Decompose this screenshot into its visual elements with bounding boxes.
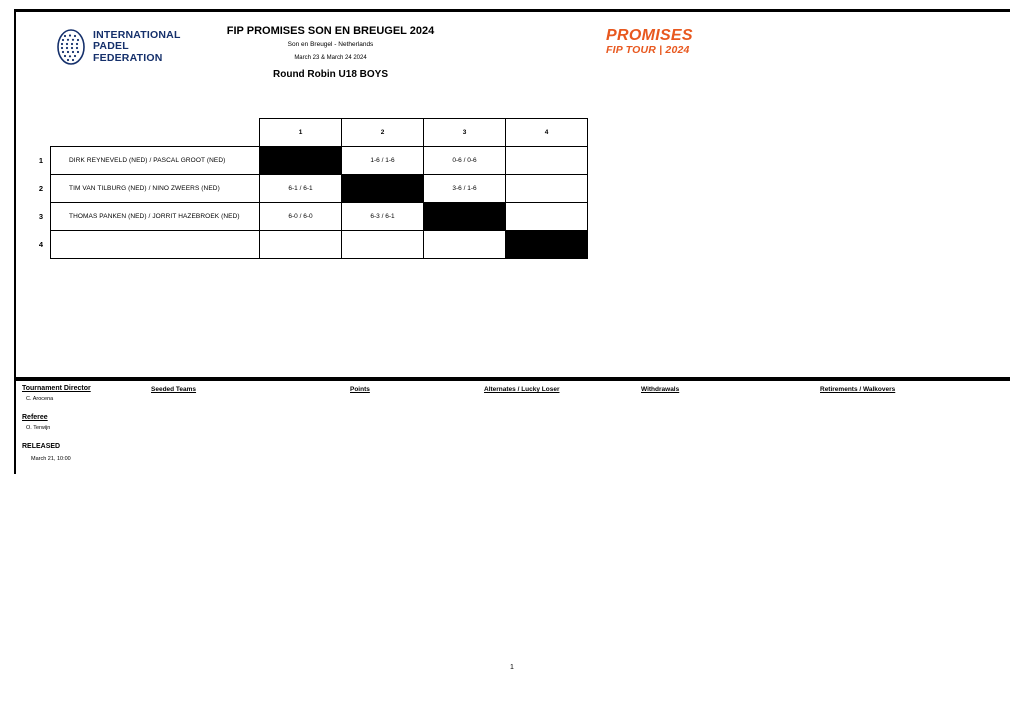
footer (0, 383, 1024, 473)
cell-4-3 (424, 230, 506, 258)
team-name-4 (51, 230, 260, 258)
federation-logo-line-3: FEDERATION (93, 51, 163, 64)
cell-3-3 (424, 202, 506, 230)
page-number: 1 (510, 664, 514, 671)
cell-4-1 (260, 230, 342, 258)
points-label: Points (350, 386, 370, 393)
promises-tour-logo (606, 27, 701, 57)
federation-logo-text (93, 30, 181, 65)
cell-4-4 (506, 230, 588, 258)
seeded-teams-label: Seeded Teams (151, 386, 197, 393)
released-label: RELEASED (22, 443, 61, 450)
alternates-label: Alternates / Lucky Loser (484, 386, 560, 393)
header-spacer-team (51, 119, 260, 147)
round-robin-table (32, 118, 588, 259)
cell-4-2 (342, 230, 424, 258)
event-title: Round Robin U18 BOYS (273, 69, 388, 80)
cell-2-1: 6-1 / 6-1 (260, 174, 342, 202)
table-row (32, 230, 588, 258)
federation-logo-line-1: INTERNATIONAL (93, 28, 181, 41)
retirements-label: Retirements / Walkovers (820, 386, 896, 393)
row-index-1: 1 (38, 155, 44, 165)
cell-1-3: 0-6 / 0-6 (424, 146, 506, 174)
row-index-2: 2 (38, 183, 44, 193)
released-value: March 21, 10:00 (31, 456, 71, 462)
column-header-3: 3 (424, 119, 506, 147)
footer-divider (14, 377, 1010, 381)
team-name-2: TIM VAN TILBURG (NED) / NINO ZWEERS (NED) (51, 174, 260, 202)
federation-logo-line-2: PADEL (93, 40, 129, 53)
title-block (208, 24, 453, 82)
cell-2-2 (342, 174, 424, 202)
padel-ball-icon (56, 29, 86, 65)
top-divider (14, 9, 1010, 12)
column-header-2: 2 (342, 119, 424, 147)
promises-logo-separator: | (659, 44, 663, 56)
cell-3-4 (506, 202, 588, 230)
cell-1-1 (260, 146, 342, 174)
tournament-director-label: Tournament Director (22, 385, 91, 392)
tournament-director-name: C. Arocena (26, 396, 54, 402)
round-robin-header-row (32, 119, 588, 147)
table-row (32, 146, 588, 174)
withdrawals-label: Withdrawals (641, 386, 680, 393)
tournament-title: FIP PROMISES SON EN BREUGEL 2024 (226, 25, 435, 37)
column-header-1: 1 (260, 119, 342, 147)
cell-3-1: 6-0 / 6-0 (260, 202, 342, 230)
tournament-dates: March 23 & March 24 2024 (294, 55, 367, 61)
cell-1-4 (506, 146, 588, 174)
promises-logo-line-1: PROMISES (606, 27, 693, 44)
promises-logo-line-2 (606, 44, 701, 57)
row-index-4: 4 (38, 239, 44, 249)
federation-logo (56, 26, 226, 68)
tournament-location: Son en Breugel - Netherlands (287, 41, 374, 48)
promises-logo-tour: FIP TOUR (606, 44, 657, 56)
column-header-4: 4 (506, 119, 588, 147)
cell-1-2: 1-6 / 1-6 (342, 146, 424, 174)
cell-2-4 (506, 174, 588, 202)
cell-3-2: 6-3 / 6-1 (342, 202, 424, 230)
table-row (32, 202, 588, 230)
team-name-3: THOMAS PANKEN (NED) / JORRIT HAZEBROEK (NED) (51, 202, 260, 230)
table-row (32, 174, 588, 202)
team-name-1: DIRK REYNEVELD (NED) / PASCAL GROOT (NED) (51, 146, 260, 174)
cell-2-3: 3-6 / 1-6 (424, 174, 506, 202)
referee-name: O. Terwijn (26, 425, 51, 431)
promises-logo-year: 2024 (665, 44, 690, 56)
row-index-3: 3 (38, 211, 44, 221)
header-spacer-index (32, 119, 51, 147)
referee-label: Referee (22, 414, 48, 421)
